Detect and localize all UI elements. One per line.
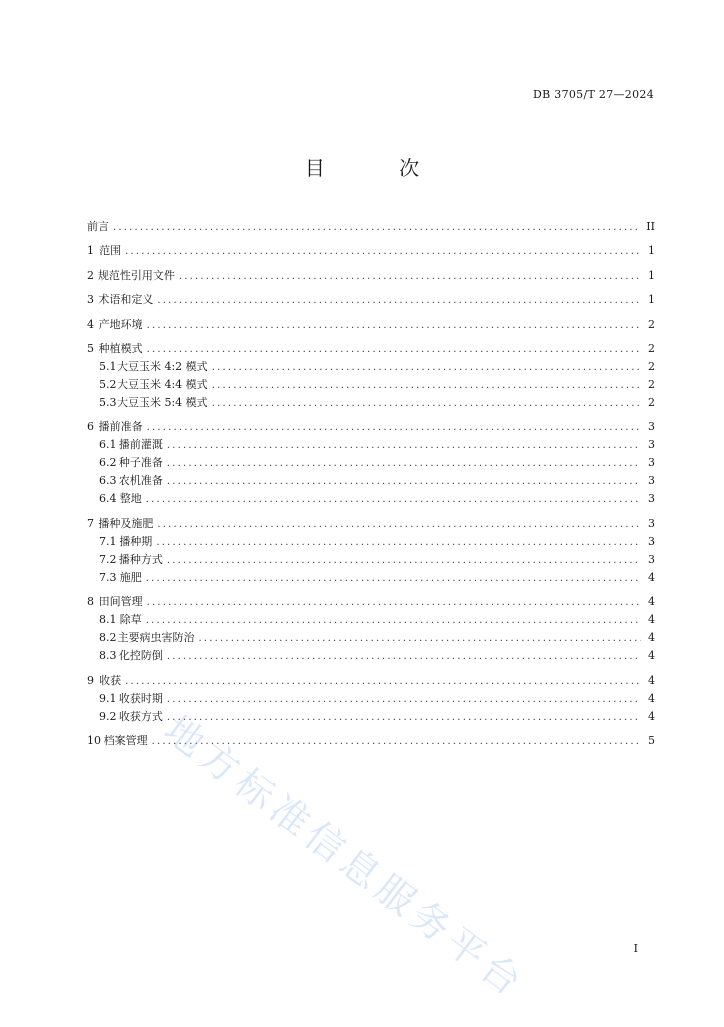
toc-entry[interactable]: [87, 515, 655, 533]
toc-subentry[interactable]: [87, 611, 655, 629]
toc-entry-number: 5.1: [99, 359, 117, 373]
toc-subentry[interactable]: [87, 358, 655, 376]
toc-entry-label: 大豆玉米 5:4 模式: [116, 395, 208, 409]
document-code: DB 3705/T 27—2024: [532, 88, 654, 101]
dot-leader: [212, 359, 641, 377]
toc-entry-number: 7: [87, 516, 94, 530]
toc-entry-page: 3: [648, 420, 655, 434]
toc-entry-label: 种植模式: [98, 341, 143, 355]
toc-entry-label: 术语和定义: [98, 293, 154, 307]
toc-entry-page: 4: [648, 613, 655, 627]
toc-entry-label: 收获方式: [118, 709, 163, 723]
dot-leader: [125, 673, 641, 691]
toc-entry-page: 3: [648, 516, 655, 530]
toc-entry-page: 4: [648, 709, 655, 723]
toc-entry-label: 大豆玉米 4:2 模式: [116, 359, 208, 373]
toc-entry-number: 8.1: [99, 613, 117, 627]
dot-leader: [147, 341, 641, 359]
toc-entry-number: 7.2: [99, 552, 117, 566]
toc-entry-number: 1: [87, 244, 94, 258]
dot-leader: [147, 317, 641, 335]
dot-leader: [157, 516, 641, 534]
dot-leader: [146, 570, 641, 588]
dot-leader: [113, 219, 641, 237]
toc-entry-label: 播种及施肥: [98, 516, 154, 530]
toc-subentry[interactable]: [87, 569, 655, 587]
toc-entry-page: 3: [648, 492, 655, 506]
dot-leader: [179, 268, 641, 286]
toc-entry-number: 6: [87, 420, 94, 434]
toc-entry-label: 播种方式: [118, 552, 163, 566]
toc-subentry[interactable]: [87, 472, 655, 490]
toc-entry-page: 2: [648, 377, 655, 391]
dot-leader: [167, 691, 641, 709]
toc-entry-page: 3: [648, 438, 655, 452]
toc-entry[interactable]: [87, 316, 655, 334]
dot-leader: [167, 455, 641, 473]
toc-entry-page: 2: [648, 395, 655, 409]
toc-entry-number: 8.2: [99, 631, 117, 645]
toc-entry-number: 6.2: [99, 456, 117, 470]
toc-entry[interactable]: [87, 242, 655, 260]
toc-entry-page: 4: [648, 673, 655, 687]
toc-entry-page: 1: [648, 293, 655, 307]
page-number: I: [633, 942, 638, 955]
dot-leader: [167, 648, 641, 666]
toc-entry-label: 农机准备: [118, 474, 163, 488]
toc-subentry[interactable]: [87, 376, 655, 394]
toc-entry-number: 2: [87, 268, 94, 282]
watermark: 地方标准信息服务平台: [156, 707, 534, 1008]
toc-entry-label: 施肥: [119, 570, 142, 584]
toc-entry-page: 4: [648, 691, 655, 705]
table-of-contents: [87, 218, 655, 750]
toc-entry-number: 5.2: [99, 377, 117, 391]
toc-entry-label: 档案管理: [103, 733, 148, 747]
toc-entry-label: 化控防倒: [118, 649, 163, 663]
toc-entry-page: 3: [648, 534, 655, 548]
toc-entry-page: 1: [648, 244, 655, 258]
toc-entry-number: 10: [87, 733, 101, 747]
toc-subentry[interactable]: [87, 551, 655, 569]
toc-entry-page: II: [646, 220, 655, 233]
toc-entry-page: 3: [648, 474, 655, 488]
dot-leader: [212, 377, 641, 395]
toc-entry-number: 8.3: [99, 649, 117, 663]
toc-subentry[interactable]: [87, 490, 655, 508]
toc-entry-label: 播前灌溉: [118, 438, 163, 452]
toc-entry-number: 7.3: [99, 570, 117, 584]
toc-entry-page: 2: [648, 317, 655, 331]
dot-leader: [147, 594, 641, 612]
toc-entry[interactable]: [87, 672, 655, 690]
toc-entry-number: 5: [87, 341, 94, 355]
toc-entry-number: 6.1: [99, 438, 117, 452]
toc-subentry[interactable]: [87, 533, 655, 551]
toc-entry-page: 2: [648, 341, 655, 355]
dot-leader: [147, 419, 641, 437]
toc-entry-label: 收获时期: [118, 691, 163, 705]
toc-entry-label: 主要病虫害防治: [117, 631, 195, 645]
toc-entry-label: 除草: [119, 613, 142, 627]
toc-entry-number: 6.3: [99, 474, 117, 488]
toc-entry-label: 收获: [99, 673, 122, 687]
toc-entry-label: 范围: [99, 244, 122, 258]
dot-leader: [167, 437, 641, 455]
toc-entry-page: 3: [648, 456, 655, 470]
toc-entry-label: 规范性引用文件: [97, 268, 175, 282]
dot-leader: [157, 292, 641, 310]
toc-entry-label: 产地环境: [98, 317, 143, 331]
dot-leader: [167, 552, 641, 570]
toc-entry-page: 1: [648, 268, 655, 282]
toc-entry-page: 4: [648, 631, 655, 645]
dot-leader: [167, 473, 641, 491]
dot-leader: [125, 243, 641, 261]
toc-subentry[interactable]: [87, 647, 655, 665]
toc-entry[interactable]: [87, 340, 655, 358]
toc-entry-number: 5.3: [99, 395, 117, 409]
toc-entry-number: 4: [87, 317, 94, 331]
dot-leader: [167, 709, 641, 727]
toc-subentry[interactable]: [87, 394, 655, 412]
dot-leader: [156, 534, 641, 552]
toc-entry-page: 4: [648, 649, 655, 663]
toc-entry[interactable]: [87, 218, 655, 236]
toc-entry-page: 5: [648, 733, 655, 747]
dot-leader: [199, 630, 641, 648]
toc-entry-label: 种子准备: [118, 456, 163, 470]
toc-entry-label: 播种期: [119, 534, 153, 548]
toc-entry-label: 整地: [119, 492, 142, 506]
toc-entry[interactable]: [87, 267, 655, 285]
toc-entry[interactable]: [87, 291, 655, 309]
toc-entry[interactable]: [87, 593, 655, 611]
toc-entry-page: 3: [648, 552, 655, 566]
toc-entry-label: 田间管理: [98, 595, 143, 609]
toc-entry-label: 播前准备: [98, 420, 143, 434]
toc-entry-number: 9: [87, 673, 94, 687]
dot-leader: [212, 395, 641, 413]
dot-leader: [146, 612, 641, 630]
toc-subentry[interactable]: [87, 690, 655, 708]
toc-entry-number: 3: [87, 293, 94, 307]
dot-leader: [146, 491, 641, 509]
toc-entry-page: 4: [648, 595, 655, 609]
toc-subentry[interactable]: [87, 436, 655, 454]
toc-title: 目 次: [304, 156, 454, 180]
toc-entry-number: 6.4: [99, 492, 117, 506]
toc-entry-page: 4: [648, 570, 655, 584]
toc-entry-page: 2: [648, 359, 655, 373]
toc-entry[interactable]: [87, 418, 655, 436]
toc-entry-label: 大豆玉米 4:4 模式: [116, 377, 208, 391]
toc-entry-label: 前言: [87, 220, 109, 233]
toc-entry-number: 9.1: [99, 691, 117, 705]
toc-entry-number: 9.2: [99, 709, 117, 723]
toc-entry-number: 8: [87, 595, 94, 609]
toc-subentry[interactable]: [87, 629, 655, 647]
toc-subentry[interactable]: [87, 454, 655, 472]
toc-entry-number: 7.1: [99, 534, 117, 548]
